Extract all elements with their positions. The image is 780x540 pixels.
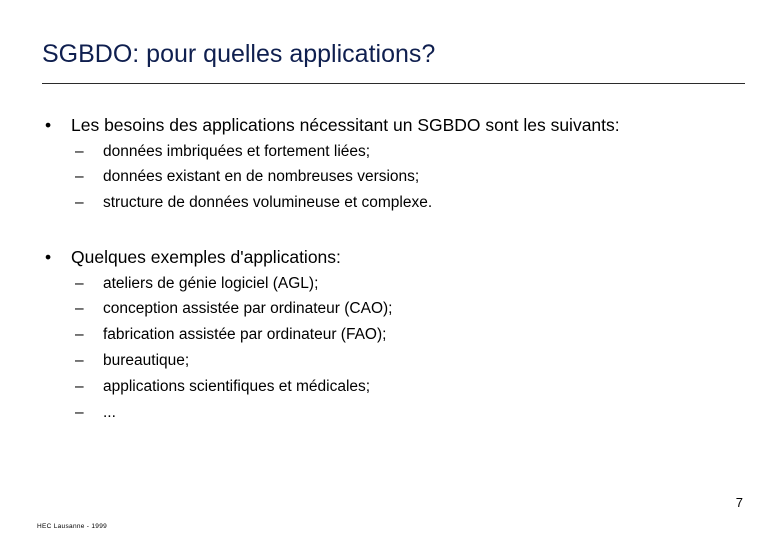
sub-item-text: structure de données volumineuse et complexe. <box>103 194 433 211</box>
dash-marker: – <box>75 378 84 395</box>
dash-marker: – <box>75 143 84 160</box>
dash-marker: – <box>75 168 84 185</box>
slide-title: SGBDO: pour quelles applications? <box>42 40 436 68</box>
footer-credit: HEC Lausanne - 1999 <box>37 523 108 530</box>
dash-marker: – <box>75 300 84 317</box>
sub-item-text: données imbriquées et fortement liées; <box>103 143 371 160</box>
sub-item-text: données existant en de nombreuses versions; <box>103 168 420 185</box>
sub-item-text: bureautique; <box>103 352 190 369</box>
sub-item-text: ... <box>103 404 116 421</box>
dash-marker: – <box>75 404 84 421</box>
dash-marker: – <box>75 352 84 369</box>
title-divider <box>42 83 745 84</box>
bullet-marker: • <box>45 115 52 135</box>
page-number: 7 <box>735 495 743 510</box>
sub-item-text: fabrication assistée par ordinateur (FAO); <box>103 326 387 343</box>
dash-marker: – <box>75 275 84 292</box>
bullet-text: Quelques exemples d'applications: <box>71 247 341 267</box>
dash-marker: – <box>75 326 84 343</box>
bullet-marker: • <box>45 247 52 267</box>
sub-item-text: applications scientifiques et médicales; <box>103 378 371 395</box>
sub-item-text: conception assistée par ordinateur (CAO); <box>103 300 393 317</box>
bullet-text: Les besoins des applications nécessitant un SGBDO sont les suivants: <box>71 115 620 135</box>
dash-marker: – <box>75 194 84 211</box>
sub-item-text: ateliers de génie logiciel (AGL); <box>103 275 319 292</box>
